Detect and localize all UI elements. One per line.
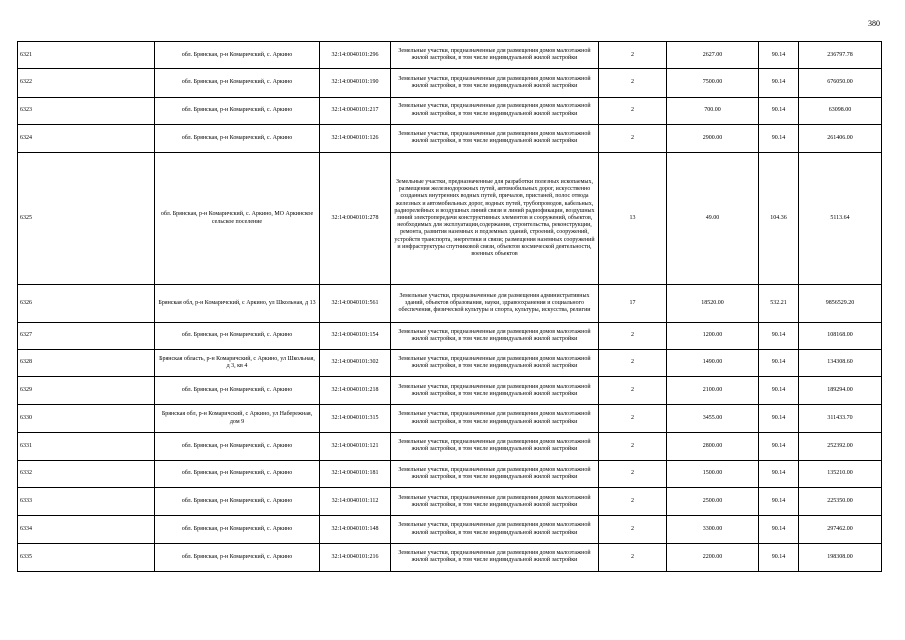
rate-cell: 90.14 <box>759 322 799 349</box>
area-cell: 1490.00 <box>667 349 759 376</box>
table-row <box>18 488 882 516</box>
rate-cell: 90.14 <box>759 488 799 516</box>
land-use-category-cell: Земельные участки, предназначенные для размещения домов малоэтажной жилой застройки, в том числе индивидуальной жилой застройки <box>391 69 599 97</box>
land-use-category-cell: Земельные участки, предназначенные для размещения домов малоэтажной жилой застройки, в том числе индивидуальной жилой застройки <box>391 543 599 571</box>
area-cell: 7500.00 <box>667 69 759 97</box>
cadastral-number-cell: 32:14:0040101:315 <box>320 405 391 432</box>
rate-cell: 90.14 <box>759 432 799 460</box>
address-cell: обл. Брянская, р-н Комаричский, с. Аркино <box>155 97 320 124</box>
cadastral-number-cell: 32:14:0040101:121 <box>320 432 391 460</box>
row-number-cell: 6332 <box>18 460 155 487</box>
land-use-category-cell: Земельные участки, предназначенные для размещения домов малоэтажной жилой застройки, в том числе индивидуальной жилой застройки <box>391 432 599 460</box>
land-use-category-cell: Земельные участки, предназначенные для размещения административных зданий, объектов образования, науки, здравоохранения и социального обеспечения, физической культуры и спорта, культуры, искусства, религии <box>391 285 599 322</box>
land-use-category-cell: Земельные участки, предназначенные для размещения домов малоэтажной жилой застройки, в том числе индивидуальной жилой застройки <box>391 516 599 543</box>
cadastral-value-cell: 676050.00 <box>799 69 882 97</box>
land-use-category-cell: Земельные участки, предназначенные для размещения домов малоэтажной жилой застройки, в том числе индивидуальной жилой застройки <box>391 322 599 349</box>
rate-cell: 90.14 <box>759 42 799 69</box>
area-cell: 18520.00 <box>667 285 759 322</box>
area-cell: 1500.00 <box>667 460 759 487</box>
area-cell: 2100.00 <box>667 377 759 405</box>
cadastral-value-cell: 9856529.20 <box>799 285 882 322</box>
row-number-cell: 6333 <box>18 488 155 516</box>
land-use-category-cell: Земельные участки, предназначенные для размещения домов малоэтажной жилой застройки, в том числе индивидуальной жилой застройки <box>391 377 599 405</box>
row-number-cell: 6323 <box>18 97 155 124</box>
area-cell: 2200.00 <box>667 543 759 571</box>
group-cell: 17 <box>599 285 667 322</box>
row-number-cell: 6331 <box>18 432 155 460</box>
row-number-cell: 6327 <box>18 322 155 349</box>
cadastral-value-cell: 297462.00 <box>799 516 882 543</box>
group-cell: 2 <box>599 543 667 571</box>
cadastral-value-cell: 108168.00 <box>799 322 882 349</box>
rate-cell: 90.14 <box>759 516 799 543</box>
area-cell: 1200.00 <box>667 322 759 349</box>
group-cell: 2 <box>599 377 667 405</box>
table-row <box>18 516 882 543</box>
table-row <box>18 42 882 69</box>
group-cell: 2 <box>599 97 667 124</box>
row-number-cell: 6335 <box>18 543 155 571</box>
land-use-category-cell: Земельные участки, предназначенные для размещения домов малоэтажной жилой застройки, в том числе индивидуальной жилой застройки <box>391 124 599 152</box>
group-cell: 2 <box>599 42 667 69</box>
cadastral-value-cell: 63098.00 <box>799 97 882 124</box>
land-use-category-cell: Земельные участки, предназначенные для разработки полезных ископаемых, размещения железнодорожных путей, автомобильных дорог, искусственно созданных внутренних водных путей, причалов, пристаней, полос отвода железных и автомобильных дорог, водных путей, трубопроводов, кабельных, радиорелейных и воздушных линий связи и линий радиофикации, воздушных линий электропередачи конструктивных элементов и сооружений, объектов, необходимых для эксплуатации,содержания, строительства, реконструкции, ремонта, развития наземных и подземных зданий, строений, сооружений, устройств транспорта, энергетики и связи; размещения наземных сооружений и инфраструктуры спутниковой связи, объектов космической деятельности, военных объектов <box>391 153 599 285</box>
table-row <box>18 349 882 376</box>
table-row <box>18 285 882 322</box>
address-cell: обл. Брянская, р-н Комаричский, с. Аркино <box>155 516 320 543</box>
cadastral-number-cell: 32:14:0040101:296 <box>320 42 391 69</box>
land-use-category-cell: Земельные участки, предназначенные для размещения домов малоэтажной жилой застройки, в том числе индивидуальной жилой застройки <box>391 405 599 432</box>
address-cell: обл. Брянская, р-н Комаричский, с. Аркино <box>155 69 320 97</box>
cadastral-value-cell: 261406.00 <box>799 124 882 152</box>
cadastral-value-cell: 198308.00 <box>799 543 882 571</box>
address-cell: обл. Брянская, р-н Комаричский, с. Аркино, МО Аркинское сельское поселение <box>155 153 320 285</box>
row-number-cell: 6321 <box>18 42 155 69</box>
group-cell: 2 <box>599 460 667 487</box>
row-number-cell: 6322 <box>18 69 155 97</box>
rate-cell: 90.14 <box>759 460 799 487</box>
group-cell: 2 <box>599 124 667 152</box>
row-number-cell: 6325 <box>18 153 155 285</box>
area-cell: 2627.00 <box>667 42 759 69</box>
rate-cell: 90.14 <box>759 349 799 376</box>
row-number-cell: 6328 <box>18 349 155 376</box>
area-cell: 49.00 <box>667 153 759 285</box>
row-number-cell: 6334 <box>18 516 155 543</box>
group-cell: 2 <box>599 488 667 516</box>
table-row <box>18 322 882 349</box>
area-cell: 2500.00 <box>667 488 759 516</box>
area-cell: 3300.00 <box>667 516 759 543</box>
row-number-cell: 6324 <box>18 124 155 152</box>
group-cell: 2 <box>599 69 667 97</box>
cadastral-number-cell: 32:14:0040101:181 <box>320 460 391 487</box>
cadastral-value-cell: 236797.78 <box>799 42 882 69</box>
area-cell: 700.00 <box>667 97 759 124</box>
land-use-category-cell: Земельные участки, предназначенные для размещения домов малоэтажной жилой застройки, в том числе индивидуальной жилой застройки <box>391 488 599 516</box>
rate-cell: 104.36 <box>759 153 799 285</box>
land-use-category-cell: Земельные участки, предназначенные для размещения домов малоэтажной жилой застройки, в том числе индивидуальной жилой застройки <box>391 460 599 487</box>
address-cell: обл. Брянская, р-н Комаричский, с. Аркино <box>155 377 320 405</box>
table-row <box>18 405 882 432</box>
cadastral-value-cell: 135210.00 <box>799 460 882 487</box>
address-cell: Брянская обл, р-н Комаричский, с Аркино, ул Набережная, дом 9 <box>155 405 320 432</box>
cadastral-value-cell: 134308.60 <box>799 349 882 376</box>
table-row <box>18 377 882 405</box>
cadastral-number-cell: 32:14:0040101:218 <box>320 377 391 405</box>
rate-cell: 90.14 <box>759 377 799 405</box>
row-number-cell: 6330 <box>18 405 155 432</box>
land-use-category-cell: Земельные участки, предназначенные для размещения домов малоэтажной жилой застройки, в том числе индивидуальной жилой застройки <box>391 349 599 376</box>
address-cell: обл. Брянская, р-н Комаричский, с. Аркино <box>155 322 320 349</box>
land-use-category-cell: Земельные участки, предназначенные для размещения домов малоэтажной жилой застройки, в том числе индивидуальной жилой застройки <box>391 97 599 124</box>
group-cell: 2 <box>599 405 667 432</box>
cadastral-number-cell: 32:14:0040101:148 <box>320 516 391 543</box>
table-row <box>18 460 882 487</box>
rate-cell: 90.14 <box>759 124 799 152</box>
cadastral-number-cell: 32:14:0040101:112 <box>320 488 391 516</box>
table-row <box>18 69 882 97</box>
cadastral-number-cell: 32:14:0040101:190 <box>320 69 391 97</box>
row-number-cell: 6326 <box>18 285 155 322</box>
table-row <box>18 97 882 124</box>
address-cell: обл. Брянская, р-н Комаричский, с. Аркино <box>155 124 320 152</box>
cadastral-value-cell: 189294.00 <box>799 377 882 405</box>
cadastral-value-cell: 311433.70 <box>799 405 882 432</box>
row-number-cell: 6329 <box>18 377 155 405</box>
table-row <box>18 432 882 460</box>
group-cell: 2 <box>599 516 667 543</box>
address-cell: обл. Брянская, р-н Комаричский, с. Аркино <box>155 488 320 516</box>
cadastral-number-cell: 32:14:0040101:217 <box>320 97 391 124</box>
cadastral-value-cell: 252392.00 <box>799 432 882 460</box>
cadastral-number-cell: 32:14:0040101:126 <box>320 124 391 152</box>
address-cell: Брянская область, р-н Комаричский, с Аркино, ул Школьная, д 3, кв 4 <box>155 349 320 376</box>
cadastral-number-cell: 32:14:0040101:154 <box>320 322 391 349</box>
address-cell: обл. Брянская, р-н Комаричский, с. Аркино <box>155 543 320 571</box>
cadastral-number-cell: 32:14:0040101:561 <box>320 285 391 322</box>
table-row <box>18 124 882 152</box>
address-cell: обл. Брянская, р-н Комаричский, с. Аркино <box>155 460 320 487</box>
group-cell: 13 <box>599 153 667 285</box>
cadastral-number-cell: 32:14:0040101:278 <box>320 153 391 285</box>
group-cell: 2 <box>599 432 667 460</box>
address-cell: обл. Брянская, р-н Комаричский, с. Аркино <box>155 432 320 460</box>
rate-cell: 90.14 <box>759 405 799 432</box>
cadastral-registry-table <box>17 41 882 572</box>
cadastral-value-cell: 225350.00 <box>799 488 882 516</box>
table-row <box>18 543 882 571</box>
area-cell: 2800.00 <box>667 432 759 460</box>
rate-cell: 532.21 <box>759 285 799 322</box>
area-cell: 3455.00 <box>667 405 759 432</box>
land-use-category-cell: Земельные участки, предназначенные для размещения домов малоэтажной жилой застройки, в том числе индивидуальной жилой застройки <box>391 42 599 69</box>
rate-cell: 90.14 <box>759 69 799 97</box>
rate-cell: 90.14 <box>759 97 799 124</box>
cadastral-number-cell: 32:14:0040101:216 <box>320 543 391 571</box>
cadastral-value-cell: 5113.64 <box>799 153 882 285</box>
cadastral-number-cell: 32:14:0040101:302 <box>320 349 391 376</box>
address-cell: обл. Брянская, р-н Комаричский, с. Аркино <box>155 42 320 69</box>
table-row <box>18 153 882 285</box>
area-cell: 2900.00 <box>667 124 759 152</box>
group-cell: 2 <box>599 322 667 349</box>
rate-cell: 90.14 <box>759 543 799 571</box>
page-number: 380 <box>868 19 880 28</box>
address-cell: Брянская обл, р-н Комаричский, с Аркино, ул Школьная, д 13 <box>155 285 320 322</box>
group-cell: 2 <box>599 349 667 376</box>
